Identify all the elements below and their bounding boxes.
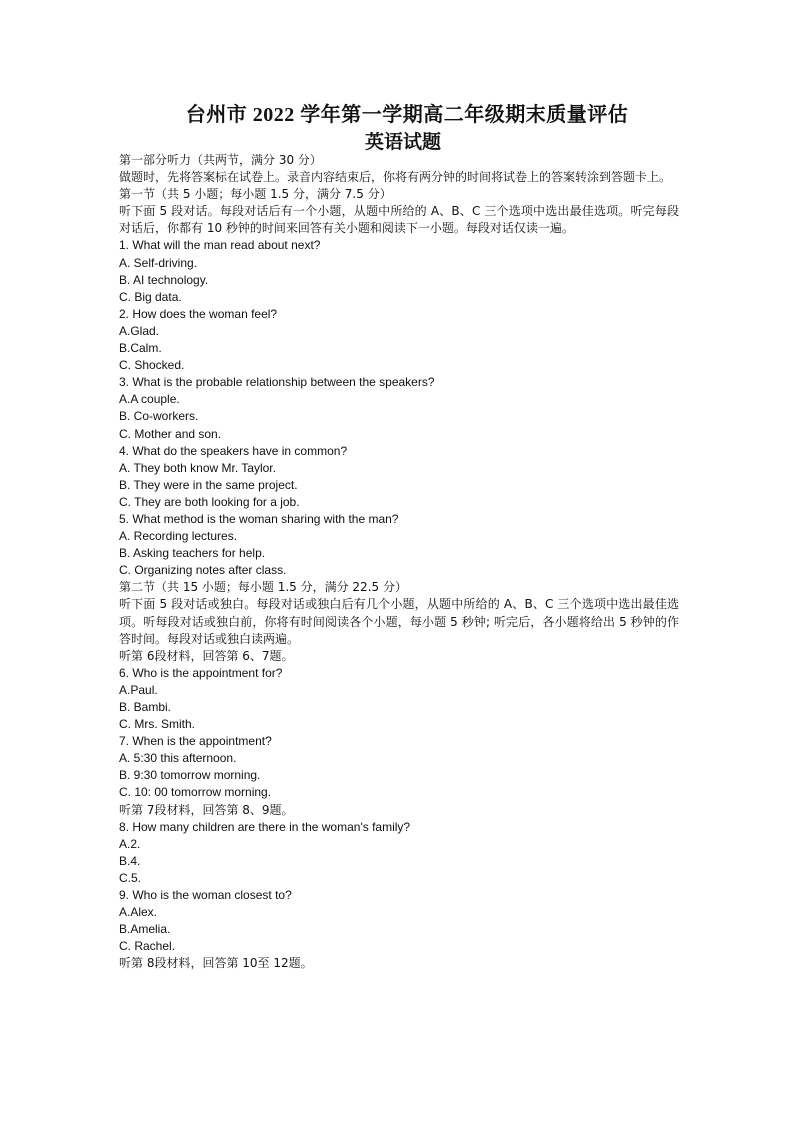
section1-heading: 第一节（共 5 小题；每小题 1.5 分，满分 7.5 分） (119, 187, 392, 202)
option-b: B.4. (119, 853, 141, 868)
option-b: B. Bambi. (119, 700, 172, 714)
option-b: B. AI technology. (119, 272, 209, 287)
option-c: C. Mother and son. (119, 426, 222, 441)
section1-instruction: 听下面 5 段对话。每段对话后有一个小题，从题中所给的 A、B、C 三个选项中选出最佳选项。听完每段对话后，你都有 10 秒钟的时间来回答有关小题和阅读下一小题。每段对话仅读一遍。 (119, 204, 679, 236)
option-c: C. Mrs. Smith. (119, 717, 196, 732)
option-b: B.Calm. (119, 341, 162, 356)
option-c: C. Organizing notes after class. (119, 563, 287, 578)
question-text: 9. Who is the woman closest to? (119, 888, 292, 903)
question-block-1 (119, 237, 679, 305)
question-text: 4. What do the speakers have in common? (119, 443, 348, 458)
section2-instruction: 听下面 5 段对话或独白。每段对话或独白后有几个小题，从题中所给的 A、B、C 三个选项中选出最佳选项。听每段对话或独白前，你将有时间阅读各个小题，每小题 5 秒钟; 听完后，各小题将给出 5 秒钟的作答时间。每段对话或独白读两遍。 (119, 597, 679, 646)
option-b: B. 9:30 tomorrow morning. (119, 768, 261, 783)
option-b: B.Amelia. (119, 922, 171, 937)
question-block-9 (119, 887, 679, 955)
option-c: C. Big data. (119, 289, 182, 304)
question-block-7 (119, 733, 679, 801)
question-text: 1. What will the man read about next? (119, 238, 321, 253)
material-6-note: 听第 6段材料，回答第 6、7题。 (119, 648, 294, 663)
part1-instruction: 做题时，先将答案标在试卷上。录音内容结束后，你将有两分钟的时间将试卷上的答案转涂到答题卡上。 (119, 170, 672, 185)
option-c: C. Shocked. (119, 358, 185, 373)
option-c: C. 10: 00 tomorrow morning. (119, 785, 272, 800)
option-a: A.Alex. (119, 905, 158, 920)
option-b: B. Co-workers. (119, 409, 199, 424)
option-a: A.2. (119, 836, 141, 851)
question-block-5 (119, 511, 679, 579)
question-text: 7. When is the appointment? (119, 734, 272, 749)
question-text: 2. How does the woman feel? (119, 306, 278, 321)
question-block-6 (119, 665, 679, 733)
option-a: A.Glad. (119, 323, 160, 338)
exam-title: 台州市 2022 学年第一学期高二年级期末质量评估 (185, 104, 629, 126)
section2-heading: 第二节（共 15 小题；每小题 1.5 分，满分 22.5 分） (119, 580, 407, 595)
option-a: A. 5:30 this afternoon. (119, 751, 237, 766)
material-7-note: 听第 7段材料，回答第 8、9题。 (119, 802, 294, 817)
option-c: C. They are both looking for a job. (119, 494, 300, 509)
question-block-8 (119, 819, 679, 887)
option-c: C.5. (119, 870, 142, 885)
exam-subtitle: 英语试题 (364, 132, 441, 153)
question-block-2 (119, 306, 679, 374)
option-c: C. Rachel. (119, 939, 176, 954)
option-a: A. Self-driving. (119, 255, 198, 270)
question-text: 3. What is the probable relationship between the speakers? (119, 375, 435, 390)
option-a: A.A couple. (119, 392, 180, 407)
part1-heading: 第一部分听力（共两节，满分 30 分） (119, 153, 322, 167)
option-a: A. They both know Mr. Taylor. (119, 460, 276, 475)
option-a: A. Recording lectures. (119, 529, 238, 544)
exam-body (119, 152, 679, 973)
option-a: A.Paul. (119, 682, 158, 697)
question-block-3 (119, 374, 679, 442)
option-b: B. They were in the same project. (119, 477, 298, 492)
question-text: 8. How many children are there in the woman's family? (119, 819, 411, 834)
question-text: 5. What method is the woman sharing with the man? (119, 511, 399, 526)
option-b: B. Asking teachers for help. (119, 546, 266, 561)
question-block-4 (119, 443, 679, 511)
question-text: 6. Who is the appointment for? (119, 665, 283, 680)
material-8-note: 听第 8段材料，回答第 10至 12题。 (119, 956, 313, 971)
